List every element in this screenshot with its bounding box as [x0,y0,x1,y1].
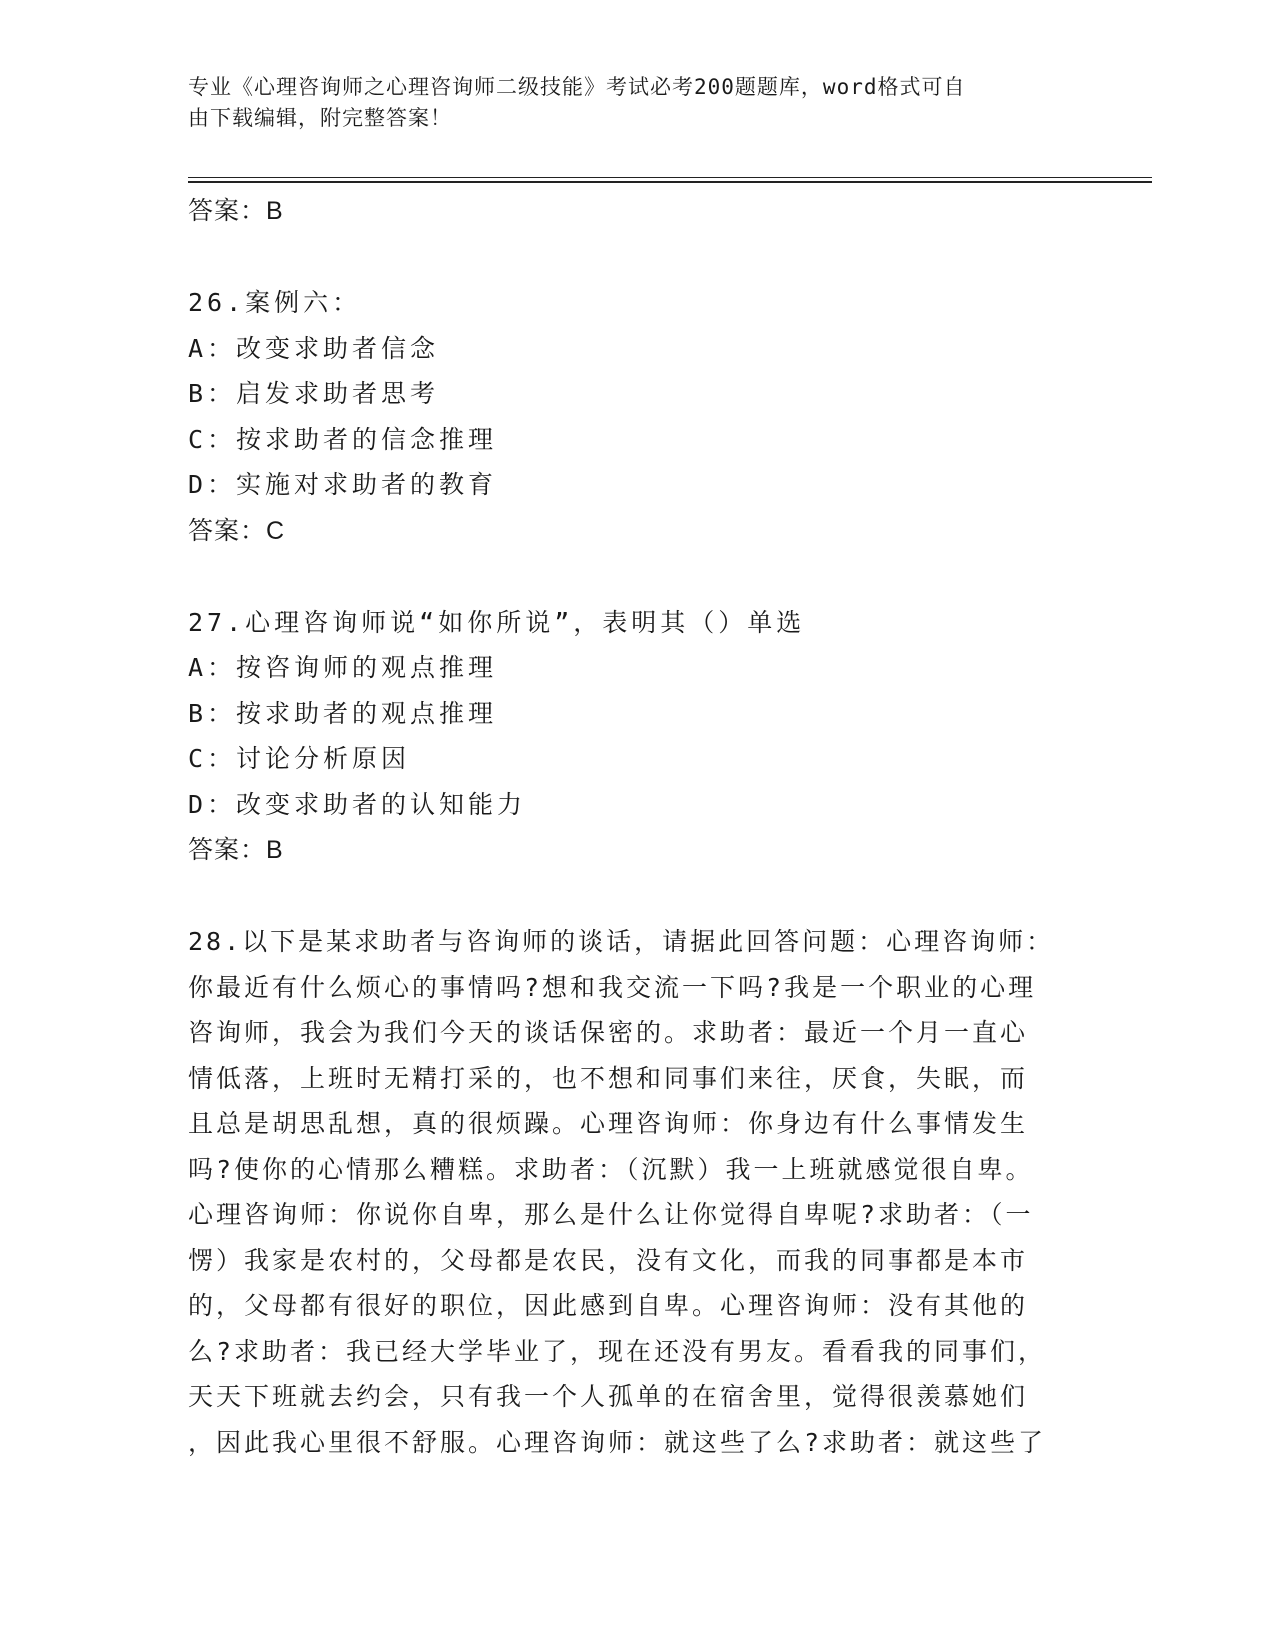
header-line-2: 由下载编辑，附完整答案！ [188,106,452,130]
option-d: D：实施对求助者的教育 [188,470,498,499]
question-28-line: 且总是胡思乱想，真的很烦躁。心理咨询师：你身边有什么事情发生 [188,1109,1029,1138]
option-a: A：按咨询师的观点推理 [188,653,498,682]
spacer [188,554,1088,600]
question-28-line: 28.以下是某求助者与咨询师的谈话，请据此回答问题：心理咨询师： [188,927,1055,956]
answer-value: C [266,516,286,545]
option-c: C：按求助者的信念推理 [188,424,498,454]
answer-value: B [266,836,284,864]
answer-q26 [188,508,1088,554]
question-28-line: 吗?使你的心情那么糟糕。求助者：（沉默）我一上班就感觉很自卑。 [188,1154,1034,1184]
document-body [188,188,1088,1465]
question-28-line: 咨询师，我会为我们今天的谈话保密的。求助者：最近一个月一直心 [188,1018,1029,1047]
answer-q25 [188,188,1088,234]
option-b: B：启发求助者思考 [188,379,440,408]
option-a: A：改变求助者信念 [188,333,440,363]
header-divider-thin [188,177,1152,178]
header-divider-thick [188,181,1152,183]
question-28 [188,919,1068,1465]
question-28-line: 愣）我家是农村的，父母都是农民，没有文化，而我的同事都是本市 [188,1245,1029,1275]
question-28-line: 么?求助者：我已经大学毕业了，现在还没有男友。看看我的同事们， [188,1336,1047,1366]
answer-value: B [266,197,284,225]
question-26 [188,280,1088,554]
question-28-line: 心理咨询师：你说你自卑，那么是什么让你觉得自卑呢?求助者：（一 [188,1200,1034,1229]
answer-q27 [188,827,1088,873]
answer-label: 答案： [188,516,267,545]
question-28-line: 天天下班就去约会，只有我一个人孤单的在宿舍里，觉得很羡慕她们 [188,1382,1029,1411]
header-line-1: 专业《心理咨询师之心理咨询师二级技能》考试必考200题题库，word格式可自 [188,75,966,99]
option-c: C：讨论分析原因 [188,744,411,773]
question-title: 27.心理咨询师说“如你所说”，表明其（）单选 [188,607,806,637]
spacer [188,234,1088,280]
question-27 [188,600,1088,874]
question-28-line: 情低落，上班时无精打采的，也不想和同事们来往，厌食，失眠，而 [188,1063,1029,1093]
question-28-line: 你最近有什么烦心的事情吗?想和我交流一下吗?我是一个职业的心理 [188,972,1037,1002]
document-header [188,72,1068,134]
option-d: D：改变求助者的认知能力 [188,789,527,819]
option-b: B：按求助者的观点推理 [188,698,498,728]
question-title: 26.案例六： [188,288,362,317]
question-28-line: ，因此我心里很不舒服。心理咨询师：就这些了么?求助者：就这些了 [188,1427,1047,1457]
spacer [188,873,1088,919]
answer-label: 答案： [188,197,267,225]
question-28-line: 的，父母都有很好的职位，因此感到自卑。心理咨询师：没有其他的 [188,1291,1029,1320]
answer-label: 答案： [188,836,267,864]
